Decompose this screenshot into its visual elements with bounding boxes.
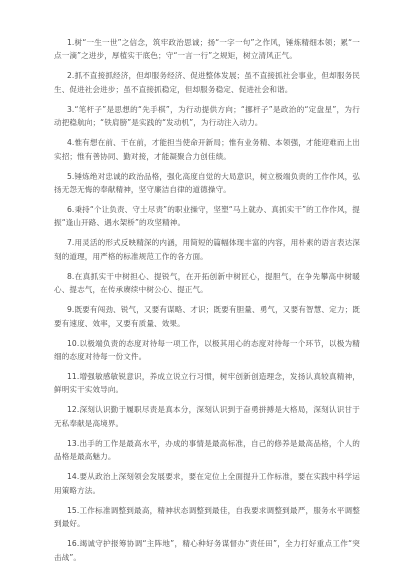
paragraph-3: 3.“笔杆子”是思想的“先手棋”，为行动提供方向；“挪杆子”是政治的“定盘星”，为行动把稳航向；“铁肩膀”是实践的“发动机”，为行动注入动力。 [54, 104, 360, 128]
paragraph-2: 2.抓不直接抓经济，但却服务经济、促进整体发展；虽不直接抓社会事业，但却服务民生、促进社会进步；虽不直接抓稳定，但却服务稳定、促进社会和谐。 [54, 71, 360, 94]
paragraph-4: 4.惟有想在前、干在前，才能担当使命开新局；惟有业务精、本领强，才能迎难而上出实招；惟有善协同、勤对接，才能凝聚合力创佳绩。 [54, 138, 360, 161]
paragraph-14: 14.要从政治上深刻领会发展要求，要在定位上全面提升工作标准，要在实践中科学运用策略方法。 [54, 472, 360, 495]
paragraph-10: 10.以极端负责的态度对待每一项工作，以极其用心的态度对待每一个环节，以极为精细的态度对待每一份文件。 [54, 338, 360, 362]
paragraph-9: 9.既要有闯劲、锐气，又要有谋略、才识；既要有胆量、勇气，又要有智慧、定力；既要有速度、效率，又要有质量、效果。 [54, 305, 360, 328]
document-body [54, 36, 360, 564]
paragraph-7: 7.用灵活的形式反映精深的内涵，用简短的篇幅体现丰富的内容，用朴素的语言表达深刻的道理，用严格的标准规范工作的各方面。 [54, 238, 360, 261]
paragraph-16: 16.竭诚守护报筹协调“主阵地”，精心种好务谋督办“责任田”，全力打好重点工作“突击战”。 [54, 539, 360, 562]
paragraph-13: 13.出手的工作是最高水平，办成的事情是最高标准，自己的修养是最高品格，个人的品格是最高魅力。 [54, 438, 360, 462]
paragraph-5: 5.锤炼绝对忠诚的政治品格，强化高度自觉的大局意识，树立极端负责的工作作风，弘扬无怨无悔的奉献精神，坚守廉洁自律的道德操守。 [54, 171, 360, 195]
paragraph-12: 12.深刻认识勤于履职尽责是真本分，深刻认识到于奋勇拼搏是大格局，深刻认识甘于无私奉献是高境界。 [54, 405, 360, 428]
paragraph-15: 15.工作标准调整到最高，精神状态调整到最佳，自我要求调整到最严，服务水平调整到最好。 [54, 505, 360, 529]
paragraph-1: 1.树“一生一世”之信念，筑牢政治思诚；扬“一字一句”之作风，锤炼精细本领；累“一点一滴”之进步，厚植实干底色；守“一言一行”之规矩，树立清风正气。 [54, 38, 360, 61]
paragraph-6: 6.秉持“个让负责、守土尽责”的职业操守，坚塑“马上就办、真抓实干”的工作作风，提振“逢山开路、遇水架桥”的攻坚精神。 [54, 205, 360, 228]
paragraph-11: 11.增强敏感敏锐意识，养成立说立行习惯，树牢创新创造理念，发扬认真较真精神，鲜明实干实效导向。 [54, 372, 360, 395]
paragraph-8: 8.在真抓实干中树担心、提锐气，在开拓创新中树匠心，提胆气，在争先攀高中树暖心、提志气，在传承赓续中树公心、提正气。 [54, 271, 360, 295]
